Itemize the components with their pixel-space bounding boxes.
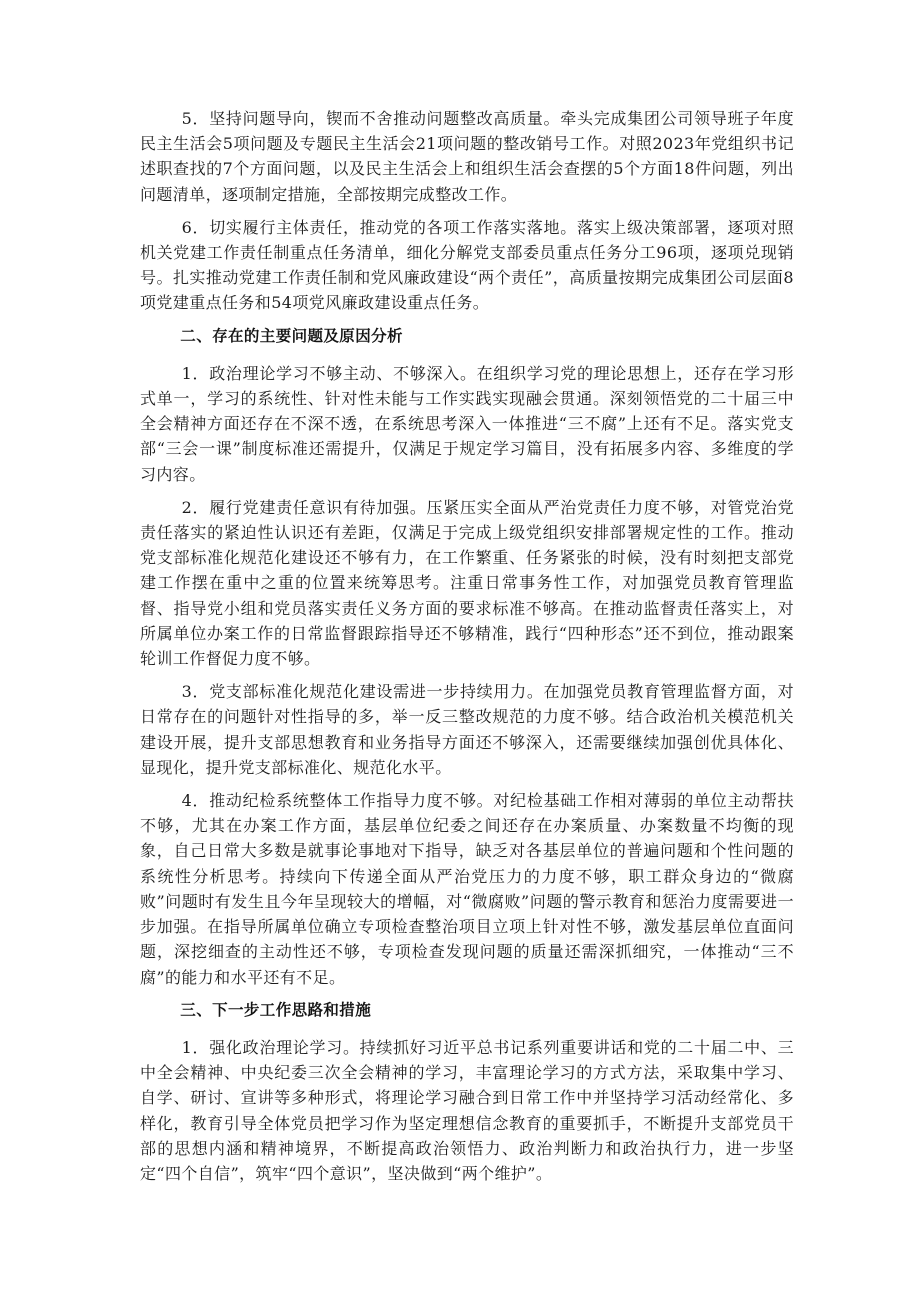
paragraph-item-5: 5．坚持问题导向，锲而不舍推动问题整改高质量。牵头完成集团公司领导班子年度民主生活会5项问题及专题民主生活会21项问题的整改销号工作。对照2023年党组织书记述职查找的7个方面问题，以及民主生活会上和组织生活会查摆的5个方面18件问题，列出问题清单，逐项制定措施，全部按期完成整改工作。	[140, 109, 794, 204]
paragraph-problem-4: 4．推动纪检系统整体工作指导力度不够。对纪检基础工作相对薄弱的单位主动帮扶不够，尤其在办案工作方面，基层单位纪委之间还存在办案质量、办案数量不均衡的现象，自己日常大多数是就事论事地对下指导，缺乏对各基层单位的普遍问题和个性问题的系统性分析思考。持续向下传递全面从严治党压力的力度不够，职工群众身边的“微腐败”问题时有发生且今年呈现较大的增幅，对“微腐败”问题的警示教育和惩治力度需要进一步加强。在指导所属单位确立专项检查整治项目立项上针对性不够，激发基层单位直面问题，深挖细查的主动性还不够，专项检查发现问题的质量还需深抓细究，一体推动“三不腐”的能力和水平还有不足。	[140, 791, 794, 987]
section-heading-problems: 二、存在的主要问题及原因分析	[180, 326, 403, 345]
section-heading-next-steps: 三、下一步工作思路和措施	[180, 1000, 372, 1019]
paragraph-problem-2: 2．履行党建责任意识有待加强。压紧压实全面从严治党责任力度不够，对管党治党责任落实的紧迫性认识还有差距，仅满足于完成上级党组织安排部署规定性的工作。推动党支部标准化规范化建设还不够有力，在工作繁重、任务紧张的时候，没有时刻把支部党建工作摆在重中之重的位置来统筹思考。注重日常事务性工作，对加强党员教育管理监督、指导党小组和党员落实责任义务方面的要求标准不够高。在推动监督责任落实上，对所属单位办案工作的日常监督跟踪指导还不够精准，践行“四种形态”还不到位，推动跟案轮训工作督促力度不够。	[140, 497, 794, 669]
paragraph-problem-1: 1．政治理论学习不够主动、不够深入。在组织学习党的理论思想上，还存在学习形式单一，学习的系统性、针对性未能与工作实践实现融会贯通。深刻领悟党的二十届三中全会精神方面还存在不深不透，在系统思考深入一体推进“三不腐”上还有不足。落实党支部“三会一课”制度标准还需提升，仅满足于规定学习篇目，没有拓展多内容、多维度的学习内容。	[140, 363, 794, 484]
document-page	[140, 106, 794, 1194]
paragraph-measure-1: 1．强化政治理论学习。持续抓好习近平总书记系列重要讲话和党的二十届二中、三中全会精神、中央纪委三次全会精神的学习，丰富理论学习的方式方法，采取集中学习、自学、研讨、宣讲等多种形式，将理论学习融合到日常工作中并坚持学习活动经常化、多样化，教育引导全体党员把学习作为坚定理想信念教育的重要抓手，不断提升支部党员干部的思想内涵和精神境界，不断提高政治领悟力、政治判断力和政治执行力，进一步坚定“四个自信”，筑牢“四个意识”，坚决做到“两个维护”。	[140, 1037, 794, 1183]
paragraph-item-6: 6．切实履行主体责任，推动党的各项工作落实落地。落实上级决策部署，逐项对照机关党建工作责任制重点任务清单，细化分解党支部委员重点任务分工96项，逐项兑现销号。扎实推动党建工作责任制和党风廉政建设“两个责任”，高质量按期完成集团公司层面8项党建重点任务和54项党风廉政建设重点任务。	[140, 217, 794, 313]
paragraph-problem-3: 3．党支部标准化规范化建设需进一步持续用力。在加强党员教育管理监督方面，对日常存在的问题针对性指导的多，举一反三整改规范的力度不够。结合政治机关模范机关建设开展，提升支部思想教育和业务指导方面还不够深入，还需要继续加强创优具体化、显现化，提升党支部标准化、规范化水平。	[140, 682, 794, 777]
